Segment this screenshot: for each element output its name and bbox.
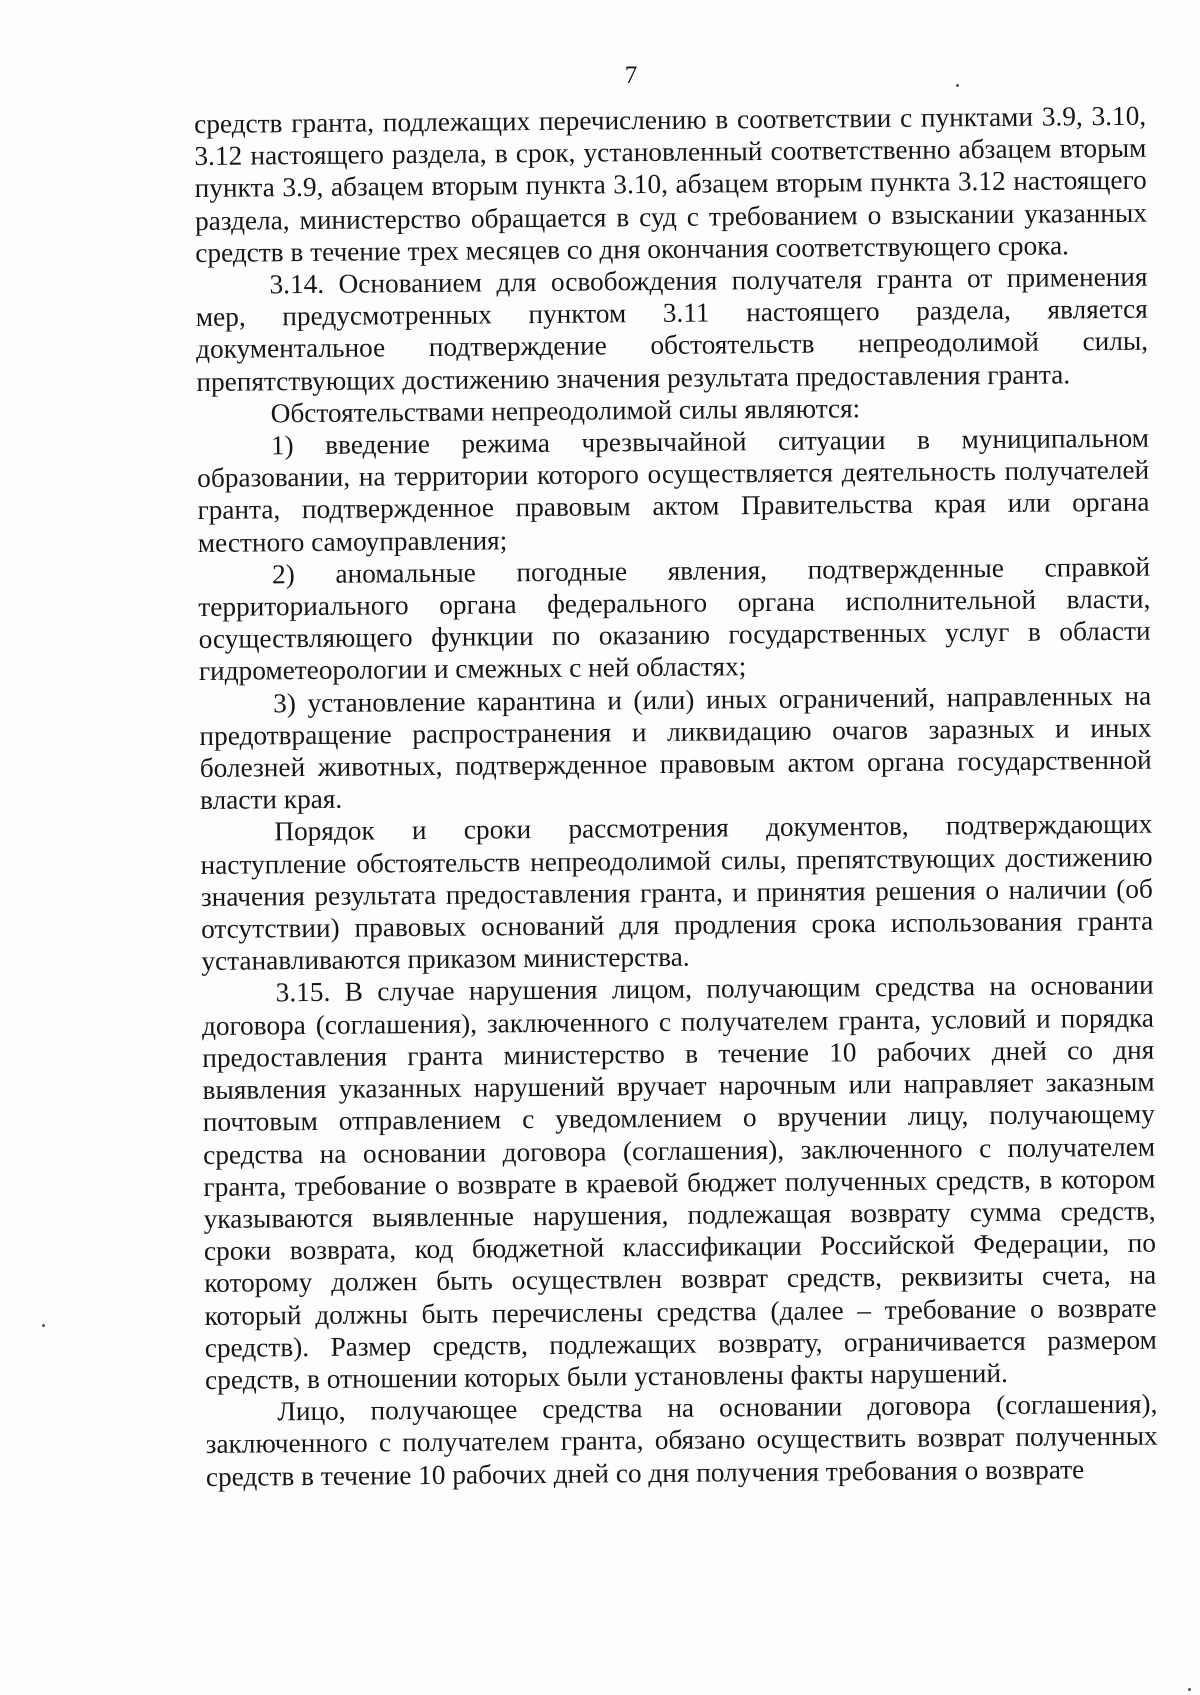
- list-item-2: 2) аномальные погодные явления, подтвержденные справкой территориального органа федерального органа исполнительной власти, осуществляющего функции по оказанию государственных услуг в области гидрометеорологии и смежных с ней областях;: [198, 551, 1151, 687]
- document-body: [194, 100, 1158, 1493]
- paragraph-3-14: 3.14. Основанием для освобождения получателя гранта от применения мер, предусмотренных пунктом 3.11 настоящего раздела, является документальное подтверждение обстоятельств непреодолимой силы, препятствующих достижению значения результата предоставления гранта.: [195, 261, 1149, 397]
- paragraph-recipient-obligation: Лицо, получающее средства на основании договора (соглашения), заключенного с получателем гранта, обязано осуществить возврат полученных средств в течение 10 рабочих дней со дня получения требования о возврате: [205, 1388, 1158, 1492]
- scan-speck: [42, 1324, 45, 1327]
- scan-speck: [1188, 1688, 1191, 1691]
- scan-speck: [956, 84, 959, 87]
- page-number: 7: [624, 62, 638, 89]
- paragraph-procedure: Порядок и сроки рассмотрения документов, подтверждающих наступление обстоятельств непреодолимой силы, препятствующих достижению значения результата предоставления гранта, и принятия решения о наличии (об отсутствии) правовых оснований для продления срока использования гранта устанавливаются приказом министерства.: [200, 809, 1154, 977]
- paragraph-force-majeure-intro: Обстоятельствами непреодолимой силы являются:: [270, 393, 861, 429]
- list-item-1: 1) введение режима чрезвычайной ситуации в муниципальном образовании, на территории которого осуществляется деятельность получателей гранта, подтвержденное правовым актом Правительства края или органа местного самоуправления;: [197, 422, 1150, 558]
- paragraph-continuation: средств гранта, подлежащих перечислению в соответствии с пунктами 3.9, 3.10, 3.12 настоящего раздела, в срок, установленный соответственно абзацем вторым пункта 3.9, абзацем вторым пункта 3.10, абзацем вторым пункта 3.12 настоящего раздела, министерство обращается в суд с требованием о взыскании указанных средств в течение трех месяцев со дня окончания соответствующего срока.: [194, 100, 1148, 268]
- paragraph-3-15: 3.15. В случае нарушения лицом, получающим средства на основании договора (соглашения), заключенного с получателем гранта, условий и порядка предоставления гранта министерство в течение 10 рабочих дней со дня выявления указанных нарушений вручает нарочным или направляет заказным почтовым отправлением с уведомлением о вручении лицу, получающему средства на основании договора (соглашения), заключенного с получателем гранта, требование о возврате в краевой бюджет полученных средств, в котором указываются выявленные нарушения, подлежащая возврату сумма средств, сроки возврата, код бюджетной классификации Российской Федерации, по которому должен быть осуществлен возврат средств, реквизиты счета, на который должны быть перечислены средства (далее – требование о возврате средств). Размер средств, подлежащих возврату, ограничивается размером средств, в отношении которых были установлены факты нарушений.: [201, 970, 1157, 1395]
- list-item-3: 3) установление карантина и (или) иных ограничений, направленных на предотвращение распространения и ликвидацию очагов заразных и иных болезней животных, подтвержденное правовым актом органа государственной власти края.: [199, 680, 1152, 816]
